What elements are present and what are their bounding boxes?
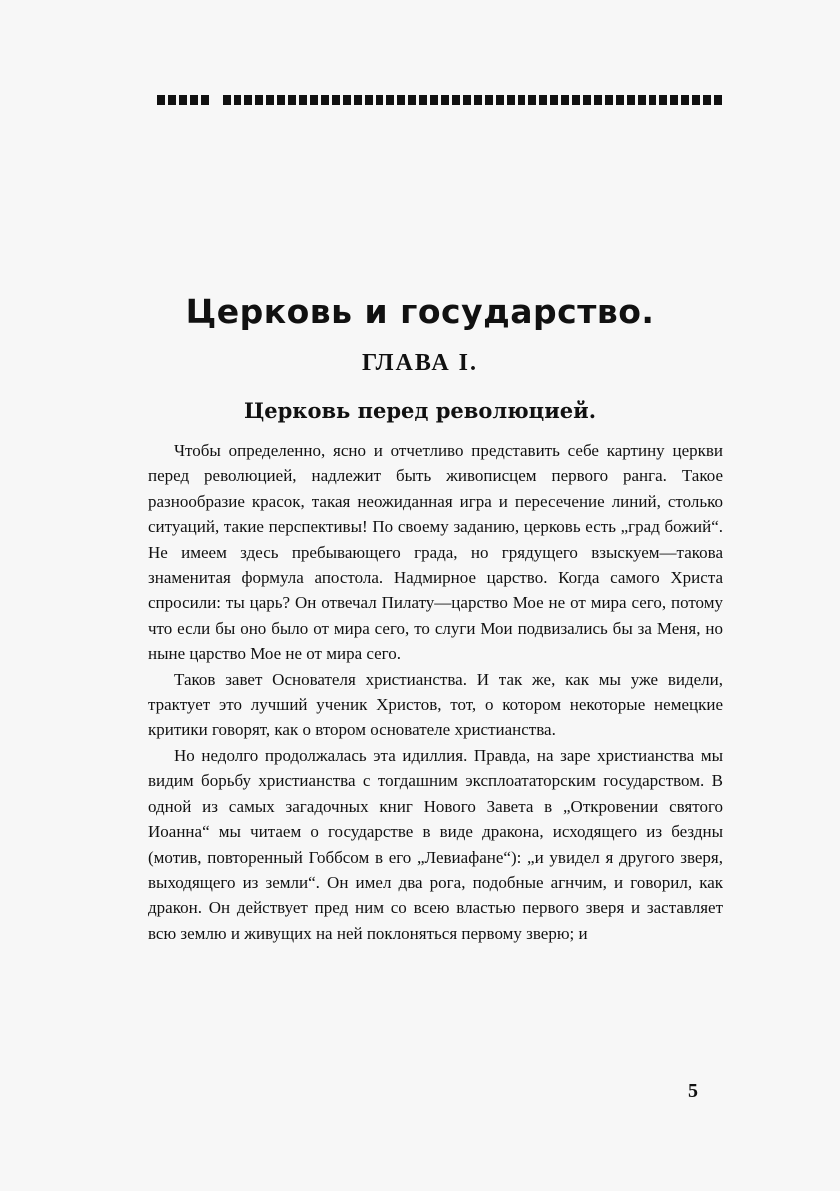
paragraph: Но недолго продолжалась эта идиллия. Правда, на заре христианства мы видим борьбу христианства с тогдашним эксплоататорским государством. В одной из самых загадочных книг Нового Завета в „Откровении святого Иоанна“ мы читаем о государстве в виде дракона, исходящего из бездны (мотив, повторенный Гоббсом в его „Левиафане“): „и увидел я другого зверя, выходящего из земли“. Он имел два рога, подобные агнчим, и говорил, как дракон. Он действует пред ним со всею властью первого зверя и заставляет всю землю и живущих на ней поклоняться первому зверю; и <box>148 745 723 943</box>
paragraph: Таков завет Основателя христианства. И так же, как мы уже видели, трактует это лучший ученик Христов, тот, о котором некоторые немецкие критики говорят, как о втором основателе христианства. <box>148 669 723 740</box>
paragraph: Чтобы определенно, ясно и отчетливо представить себе картину церкви перед революцией, надлежит быть живописцем первого ранга. Такое разнообразие красок, такая неожиданная игра и пересечение линий, столько ситуаций, такие перспективы! По своему заданию, церковь есть „град божий“. Не имеем здесь пребывающего града, но грядущего взыскуем—такова знаменитая формула апостола. Надмирное царство. Когда самого Христа спросили: ты царь? Он отвечал Пилату—царство Мое не от мира сего, потому что если бы оно было от мира сего, то слуги Мои подвизались бы за Меня, но ныне царство Мое не от мира сего. <box>148 441 723 664</box>
body-text <box>148 438 723 946</box>
page-title: Церковь и государство. <box>185 292 655 331</box>
chapter-heading: ГЛАВА I. <box>361 350 479 376</box>
page-number: 5 <box>688 1080 698 1102</box>
decorative-header-border <box>157 95 722 105</box>
section-heading: Церковь перед революцией. <box>243 398 597 423</box>
